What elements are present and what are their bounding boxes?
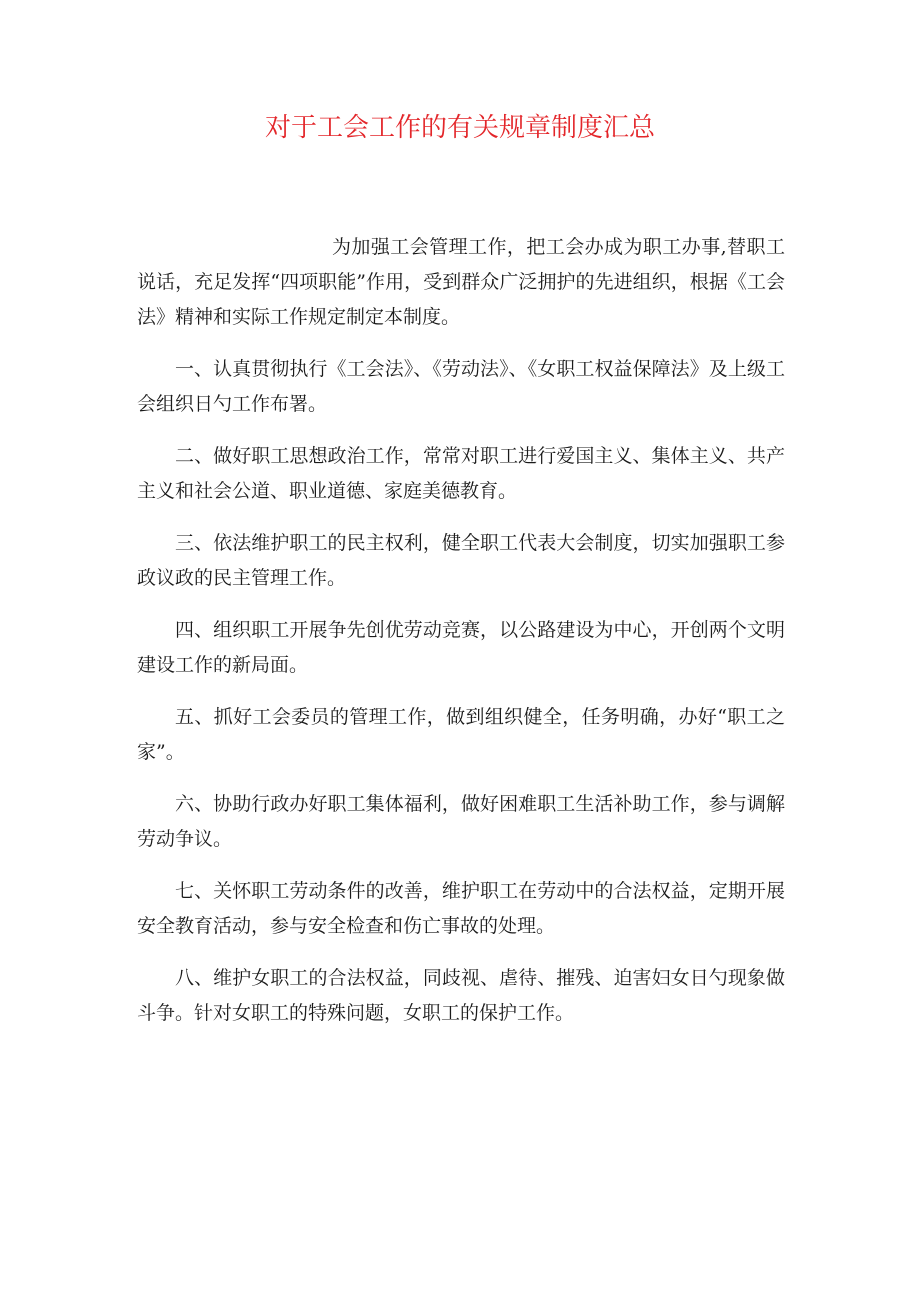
- document-body: [137, 230, 785, 1031]
- paragraph-5: 五、抓好工会委员的管理工作，做到组织健全，任务明确，办好“职工之家”。: [137, 706, 785, 763]
- paragraph-3: 三、依法维护职工的民主权利，健全职工代表大会制度，切实加强职工参政议政的民主管理工作。: [137, 532, 785, 589]
- paragraph-1: 一、认真贯彻执行《工会法》、《劳动法》、《女职工权益保障法》及上级工会组织日勺工作布署。: [137, 358, 785, 415]
- paragraph-6: 六、协助行政办好职工集体福利，做好困难职工生活补助工作，参与调解劳动争议。: [137, 793, 785, 850]
- intro-paragraph: 为加强工会管理工作，把工会办成为职工办事,替职工说话，充足发挥“四项职能”作用，受到群众广泛拥护的先进组织，根据《工会法》精神和实际工作规定制定本制度。: [137, 236, 785, 328]
- document-title: 对于工会工作的有关规章制度汇总: [264, 113, 655, 143]
- paragraph-4: 四、组织职工开展争先创优劳动竞赛，以公路建设为中心，开创两个文明建设工作的新局面。: [137, 619, 785, 676]
- paragraph-7: 七、关怀职工劳动条件的改善，维护职工在劳动中的合法权益，定期开展安全教育活动，参与安全检查和伤亡事故的处理。: [137, 880, 785, 937]
- paragraph-2: 二、做好职工思想政治工作，常常对职工进行爱国主义、集体主义、共产主义和社会公道、职业道德、家庭美德教育。: [137, 445, 785, 502]
- paragraph-8: 八、维护女职工的合法权益，同歧视、虐待、摧残、迫害妇女日勺现象做斗争。针对女职工的特殊问题，女职工的保护工作。: [137, 967, 785, 1024]
